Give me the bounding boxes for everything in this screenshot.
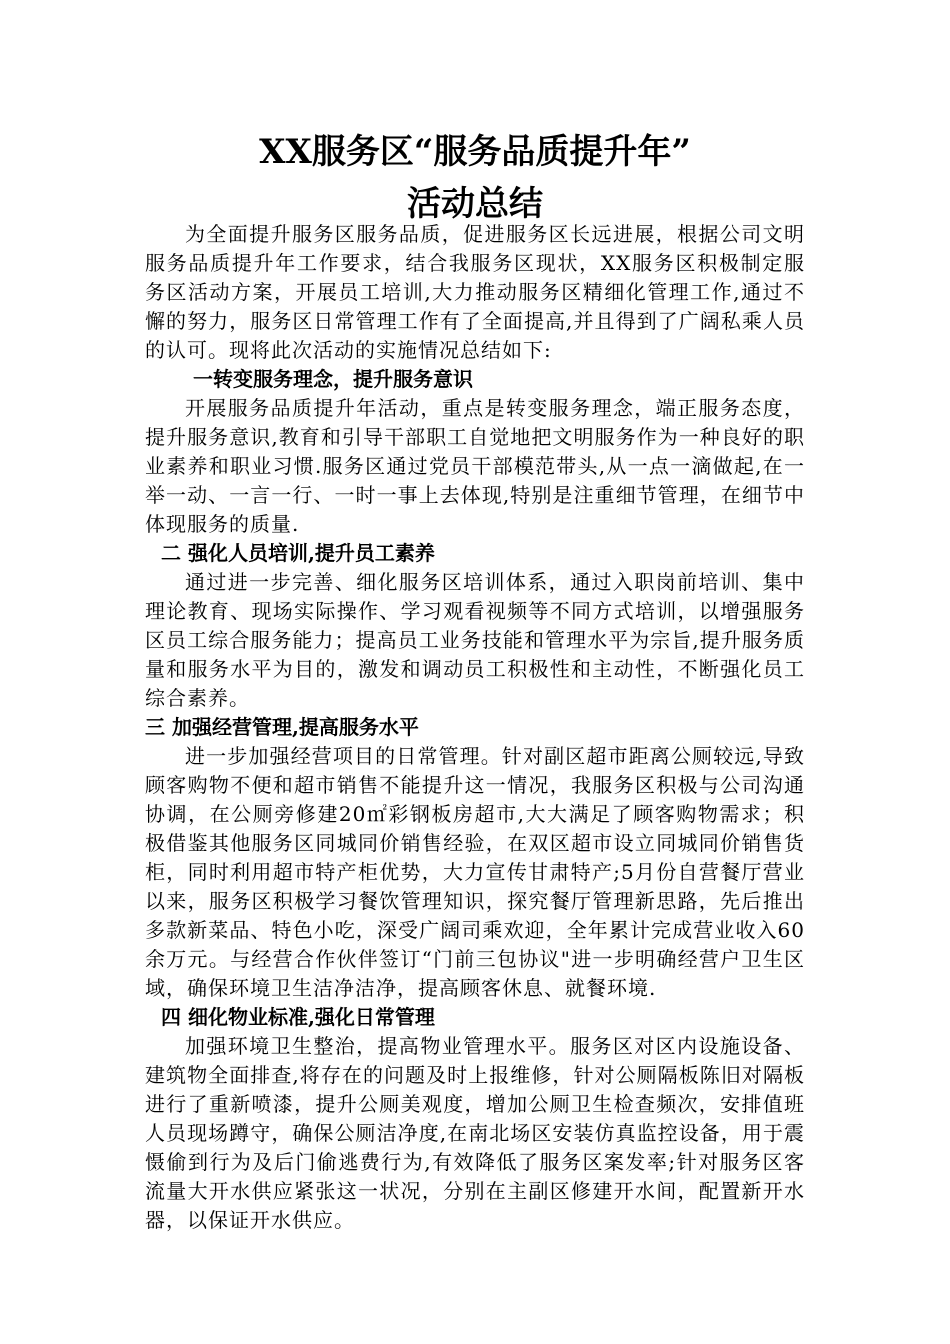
section-paragraph-4: 加强环境卫生整治，提高物业管理水平。服务区对区内设施设备、建筑物全面排查,将存在的问题及时上报维修，针对公厕隔板陈旧对隔板进行了重新喷漆，提升公厕美观度，增加公厕卫生检查频次，安排值班人员现场蹲守，确保公厕洁净度,在南北场区安装仿真监控设备，用于震慑偷到行为及后门偷逃费行为,有效降低了服务区案发率;针对服务区客流量大开水供应紧张这一状况，分别在主副区修建开水间，配置新开水器，以保证开水供应。 [145, 1034, 805, 1232]
section-paragraph-2: 通过进一步完善、细化服务区培训体系，通过入职岗前培训、集中理论教育、现场实际操作、学习观看视频等不同方式培训，以增强服务区员工综合服务能力；提高员工业务技能和管理水平为宗旨,提升服务质量和服务水平为目的，激发和调动员工积极性和主动性，不断强化员工综合素养。 [145, 570, 805, 710]
section-heading-1: 一转变服务理念，提升服务意识 [193, 367, 473, 391]
section-paragraph-1: 开展服务品质提升年活动，重点是转变服务理念，端正服务态度，提升服务意识,教育和引导干部职工自觉地把文明服务作为一种良好的职业素养和职业习惯.服务区通过党员干部模范带头,从一点一滴做起,在一举一动、一言一行、一时一事上去体现,特别是注重细节管理，在细节中体现服务的质量. [145, 396, 805, 536]
section-heading-3: 三 加强经营管理,提高服务水平 [145, 715, 419, 739]
intro-paragraph: 为全面提升服务区服务品质，促进服务区长远进展，根据公司文明服务品质提升年工作要求，结合我服务区现状，XX服务区积极制定服务区活动方案，开展员工培训,大力推动服务区精细化管理工作,通过不懈的努力，服务区日常管理工作有了全面提高,并且得到了广阔私乘人员的认可。现将此次活动的实施情况总结如下: [145, 222, 805, 362]
section-heading-4: 四 细化物业标准,强化日常管理 [161, 1005, 435, 1029]
document-title-line-2: 活动总结 [407, 184, 543, 224]
section-heading-2: 二 强化人员培训,提升员工素养 [161, 541, 435, 565]
section-paragraph-3: 进一步加强经营项目的日常管理。针对副区超市距离公厕较远,导致顾客购物不便和超市销售不能提升这一情况，我服务区积极与公司沟通协调，在公厕旁修建20㎡彩钢板房超市,大大满足了顾客购物需求；积极借鉴其他服务区同城同价销售经验，在双区超市设立同城同价销售货柜，同时利用超市特产柜优势，大力宣传甘肃特产;5月份自营餐厅营业以来，服务区积极学习餐饮管理知识，探究餐厅管理新思路，先后推出多款新菜品、特色小吃，深受广阔司乘欢迎，全年累计完成营业收入60余万元。与经营合作伙伴签订“门前三包协议"进一步明确经营户卫生区域，确保环境卫生洁净洁净，提高顾客休息、就餐环境. [145, 744, 805, 1000]
document-body [145, 220, 805, 1235]
document-title-line-1: XX服务区“服务品质提升年” [259, 132, 691, 172]
